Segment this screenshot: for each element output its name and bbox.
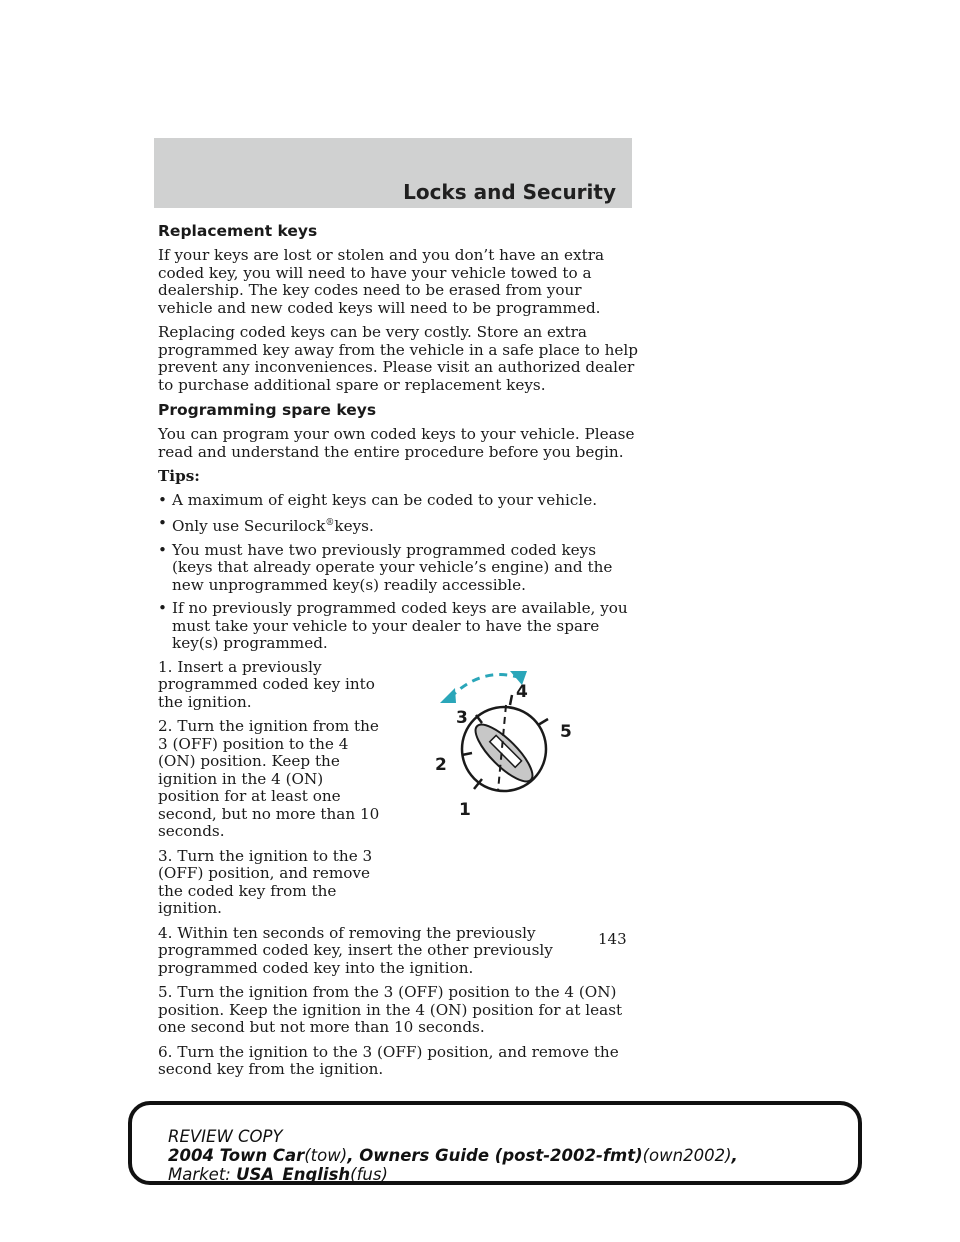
review-line-3	[168, 1165, 738, 1184]
rotation-arc	[450, 674, 518, 697]
review-line-1: REVIEW COPY	[168, 1127, 283, 1146]
steps-left-column	[158, 659, 386, 918]
position-label-3: 3	[456, 707, 468, 728]
tick-5	[538, 719, 548, 725]
step-1: 1. Insert a previously programmed coded key into the ignition.	[158, 657, 375, 711]
review-vehicle-code: (tow)	[304, 1146, 348, 1165]
review-vehicle: 2004 Town Car	[168, 1146, 305, 1165]
page-number: 143	[598, 930, 627, 948]
tips-label: Tips:	[158, 467, 200, 485]
review-market-label: Market:	[168, 1165, 231, 1184]
replacement-keys-heading: Replacement keys	[158, 222, 318, 240]
review-market-code: (fus)	[350, 1165, 388, 1184]
position-label-1: 1	[459, 799, 471, 820]
step-2: 2. Turn the ignition from the 3 (OFF) position to the 4 (ON) position. Keep the ignition in the 4 (ON) position for at least one second, but no more than 10 seconds.	[158, 717, 380, 841]
tip-text: You must have two previously programmed coded keys (keys that already operate your vehicle’s engine) and the new unprogrammed key(s) readily accessible.	[172, 540, 613, 594]
position-label-2: 2	[435, 754, 447, 775]
header-band	[154, 138, 632, 208]
step-4: 4. Within ten seconds of removing the previously programmed coded key, insert the other previously programmed coded key into the ignition.	[158, 923, 553, 977]
review-guide: Owners Guide (post-2002-fmt)	[359, 1146, 643, 1165]
bullet: •	[158, 514, 167, 532]
arrow-left-head	[440, 688, 456, 703]
step-5: 5. Turn the ignition from the 3 (OFF) position to the 4 (ON) position. Keep the ignition in the 4 (ON) position for at least one second but not more than 10 seconds.	[158, 983, 623, 1037]
tick-2	[462, 753, 472, 755]
review-copy-text	[168, 1127, 738, 1184]
tip-text: A maximum of eight keys can be coded to your vehicle.	[172, 490, 598, 509]
tip-item	[158, 515, 638, 536]
replacement-paragraph-2: Replacing coded keys can be very costly. Store an extra programmed key away from the vehicle in a safe place to help prevent any inconveniences. Please visit an authorized dealer to purchase additional spare or replacement keys.	[158, 323, 638, 394]
section-title: Locks and Security	[403, 180, 616, 204]
review-guide-code: (own2002)	[642, 1146, 732, 1165]
position-label-4: 4	[516, 681, 528, 702]
review-line-2	[168, 1146, 738, 1165]
bullet: •	[158, 540, 167, 559]
tip-text-suffix: keys.	[334, 517, 374, 536]
page-content	[158, 222, 638, 1086]
review-copy-box	[128, 1101, 862, 1185]
ignition-diagram	[410, 655, 590, 830]
position-label-5: 5	[560, 721, 572, 742]
review-line-end: ,	[731, 1146, 738, 1165]
tips-list	[158, 492, 638, 653]
step-3: 3. Turn the ignition to the 3 (OFF) position, and remove the coded key from the ignition.	[158, 846, 373, 918]
tip-item	[158, 600, 638, 653]
tip-item	[158, 492, 638, 510]
registered-mark: ®	[325, 518, 335, 528]
review-separator: ,	[347, 1146, 360, 1165]
tip-text: If no previously programmed coded keys are available, you must take your vehicle to your dealer to have the spare key(s) programmed.	[172, 599, 628, 653]
bullet: •	[158, 490, 167, 509]
tip-item	[158, 542, 638, 595]
tip-text: Only use Securilock	[172, 517, 326, 536]
tick-4	[510, 695, 512, 705]
bullet: •	[158, 599, 167, 618]
step-6: 6. Turn the ignition to the 3 (OFF) position, and remove the second key from the ignition.	[158, 1042, 619, 1079]
programming-intro: You can program your own coded keys to your vehicle. Please read and understand the entire procedure before you begin.	[158, 425, 635, 461]
review-market: USA_English	[236, 1165, 351, 1184]
steps-with-diagram	[158, 659, 638, 918]
replacement-paragraph-1: If your keys are lost or stolen and you don’t have an extra coded key, you will need to have your vehicle towed to a dealership. The key codes need to be erased from your vehicle and new coded keys will need to be programmed.	[158, 246, 605, 317]
programming-heading: Programming spare keys	[158, 401, 377, 419]
